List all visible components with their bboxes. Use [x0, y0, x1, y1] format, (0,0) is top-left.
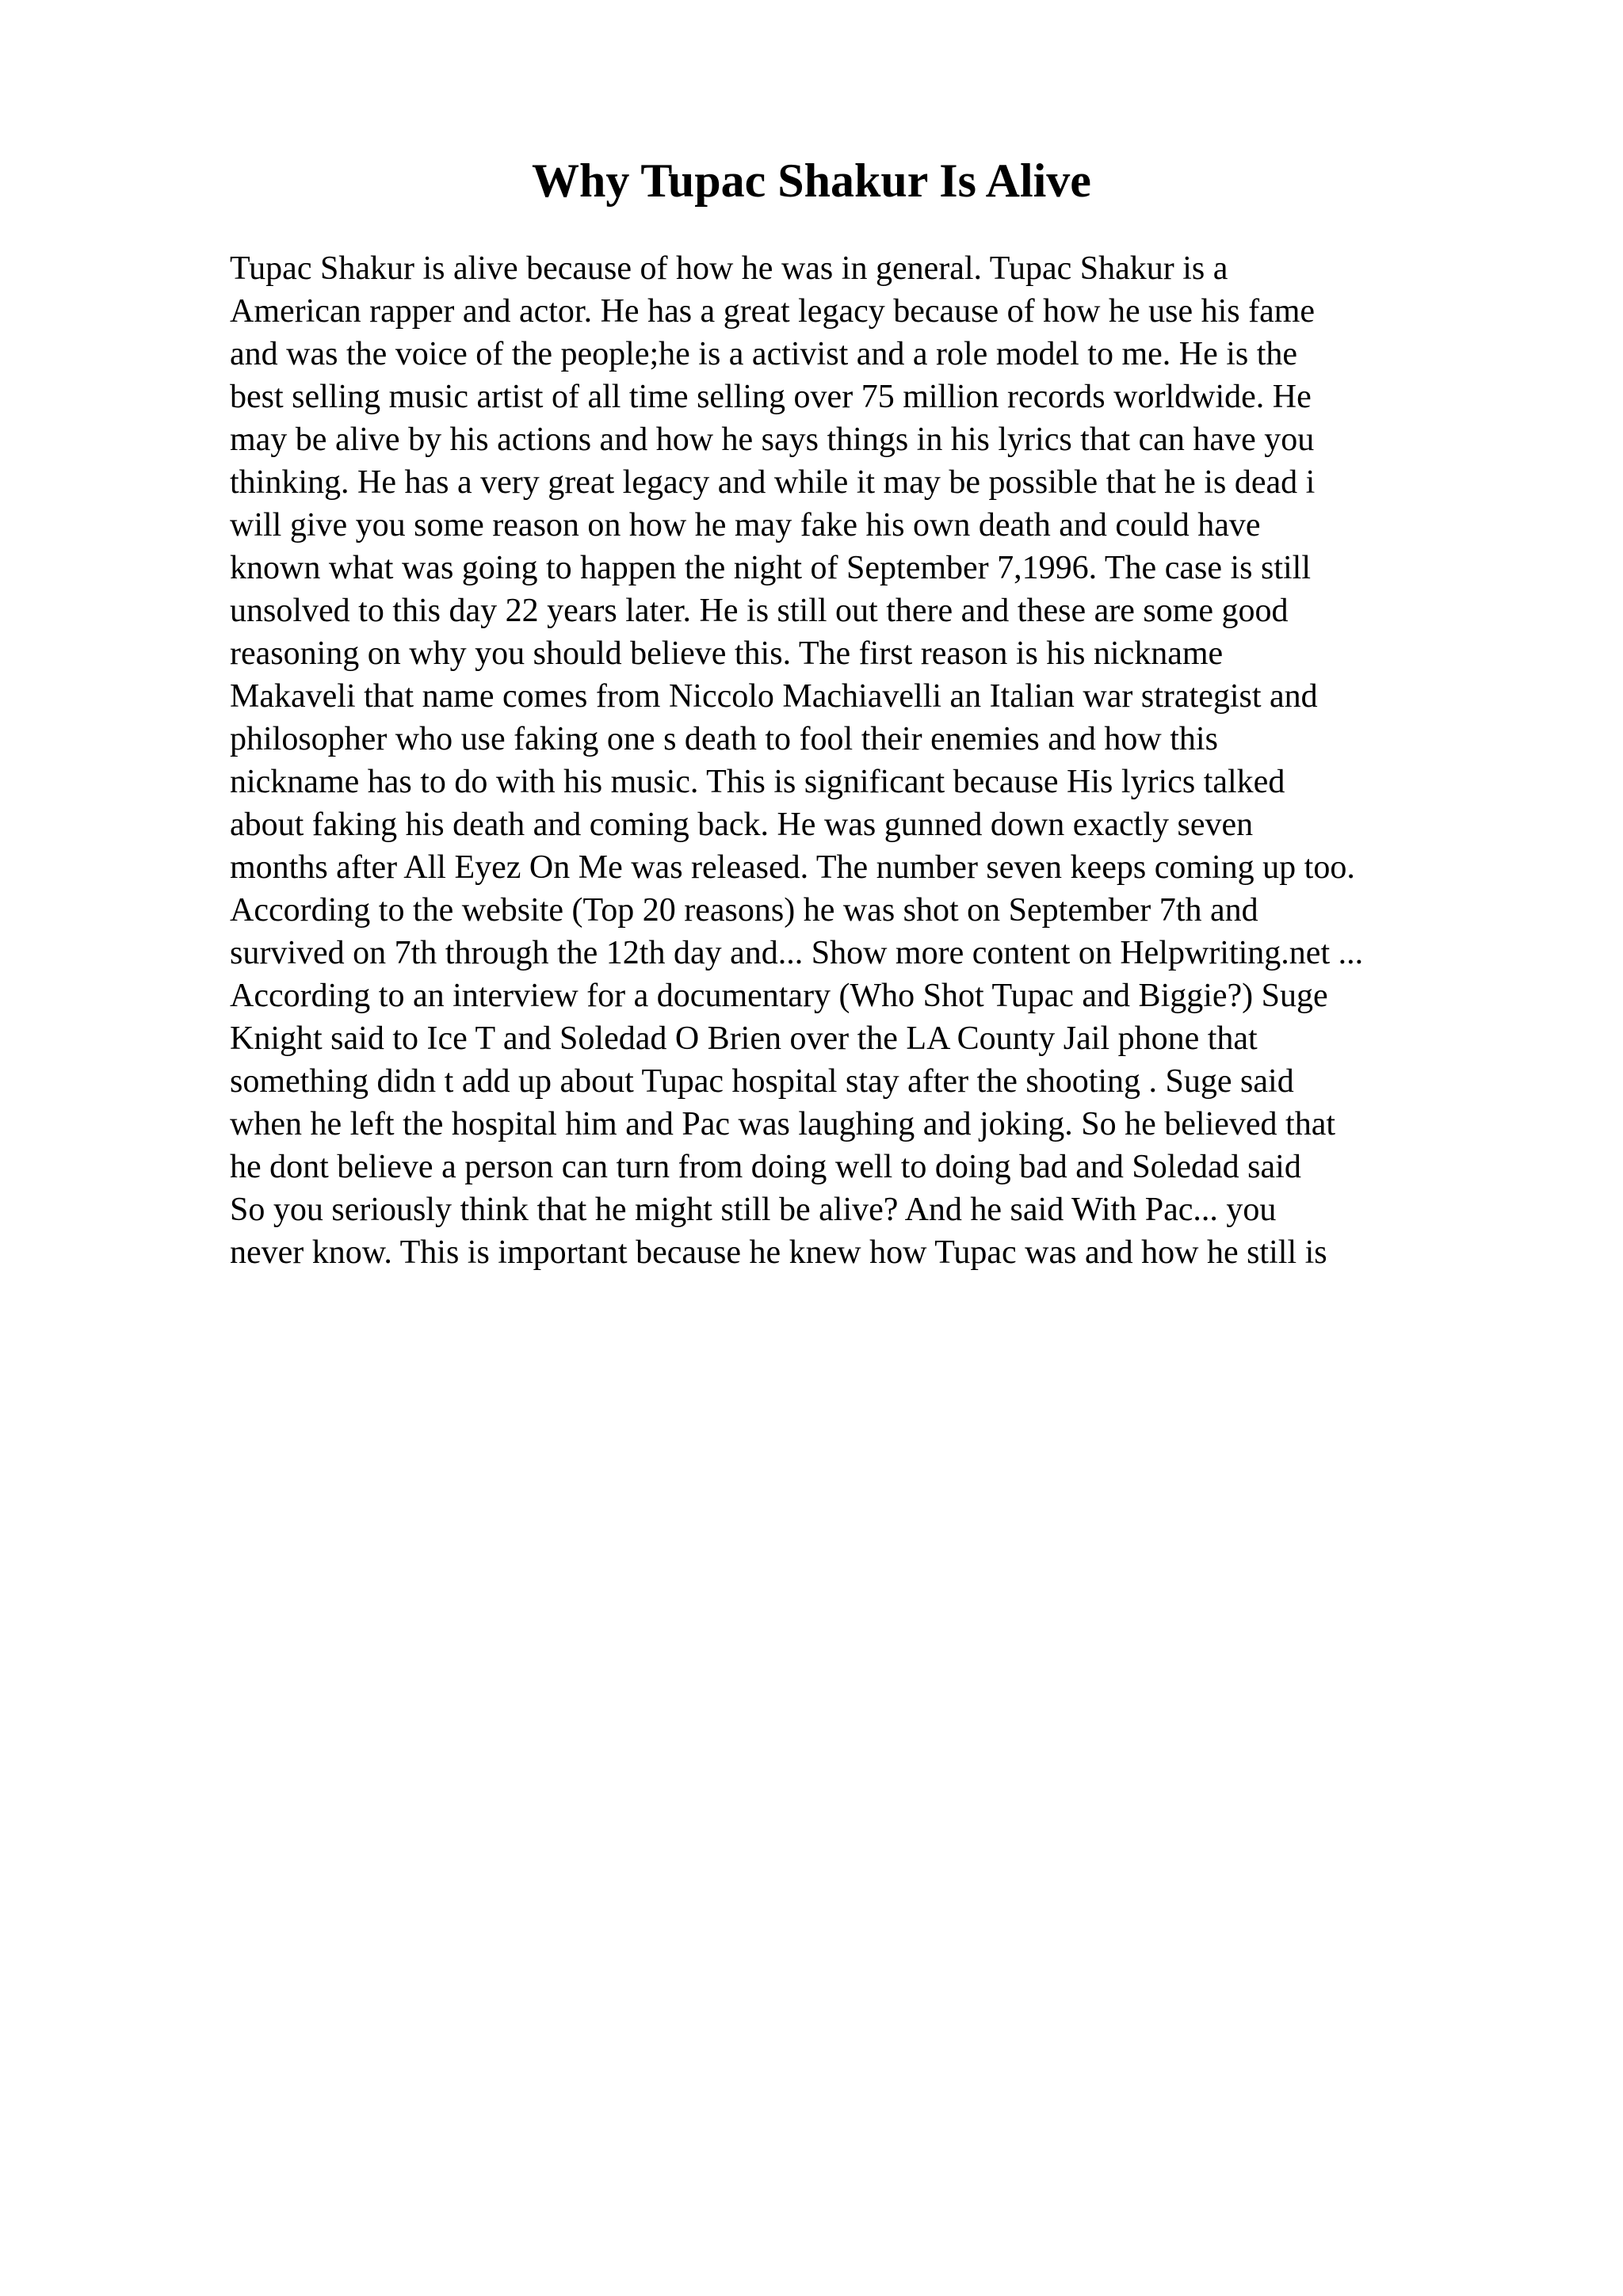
body-line: months after All Eyez On Me was released. The number seven keeps coming up too.	[230, 849, 1355, 886]
document-body	[230, 247, 1498, 1274]
body-line: American rapper and actor. He has a great legacy because of how he use his fame	[230, 293, 1316, 330]
body-line: will give you some reason on how he may fake his own death and could have	[230, 507, 1261, 543]
body-line: thinking. He has a very great legacy and while it may be possible that he is dead i	[230, 464, 1316, 501]
body-line: Tupac Shakur is alive because of how he was in general. Tupac Shakur is a	[230, 250, 1228, 287]
body-line: about faking his death and coming back. He was gunned down exactly seven	[230, 807, 1254, 843]
document-title: Why Tupac Shakur Is Alive	[532, 154, 1091, 207]
body-line: reasoning on why you should believe this. The first reason is his nickname	[230, 635, 1224, 672]
body-line: Knight said to Ice T and Soledad O Brien over the LA County Jail phone that	[230, 1020, 1258, 1057]
body-line: philosopher who use faking one s death to fool their enemies and how this	[230, 721, 1218, 757]
body-line: and was the voice of the people;he is a activist and a role model to me. He is the	[230, 336, 1298, 372]
body-line: known what was going to happen the night of September 7,1996. The case is still	[230, 550, 1311, 586]
body-line: survived on 7th through the 12th day and... Show more content on Helpwriting.net ...	[230, 935, 1364, 971]
body-line: According to an interview for a documentary (Who Shot Tupac and Biggie?) Suge	[230, 978, 1328, 1014]
body-line: unsolved to this day 22 years later. He is still out there and these are some good	[230, 593, 1289, 629]
body-line: According to the website (Top 20 reasons) he was shot on September 7th and	[230, 892, 1258, 929]
body-line: may be alive by his actions and how he says things in his lyrics that can have you	[230, 421, 1315, 458]
body-line: best selling music artist of all time selling over 75 million records worldwide. He	[230, 379, 1312, 415]
body-line: he dont believe a person can turn from doing well to doing bad and Soledad said	[230, 1149, 1301, 1185]
body-line: nickname has to do with his music. This is significant because His lyrics talked	[230, 764, 1285, 800]
body-line: something didn t add up about Tupac hospital stay after the shooting . Suge said	[230, 1063, 1294, 1100]
body-line: Makaveli that name comes from Niccolo Machiavelli an Italian war strategist and	[230, 678, 1318, 715]
body-line: never know. This is important because he knew how Tupac was and how he still is	[230, 1234, 1327, 1271]
body-line: when he left the hospital him and Pac was laughing and joking. So he believed that	[230, 1106, 1336, 1142]
body-line: So you seriously think that he might still be alive? And he said With Pac... you	[230, 1192, 1277, 1228]
